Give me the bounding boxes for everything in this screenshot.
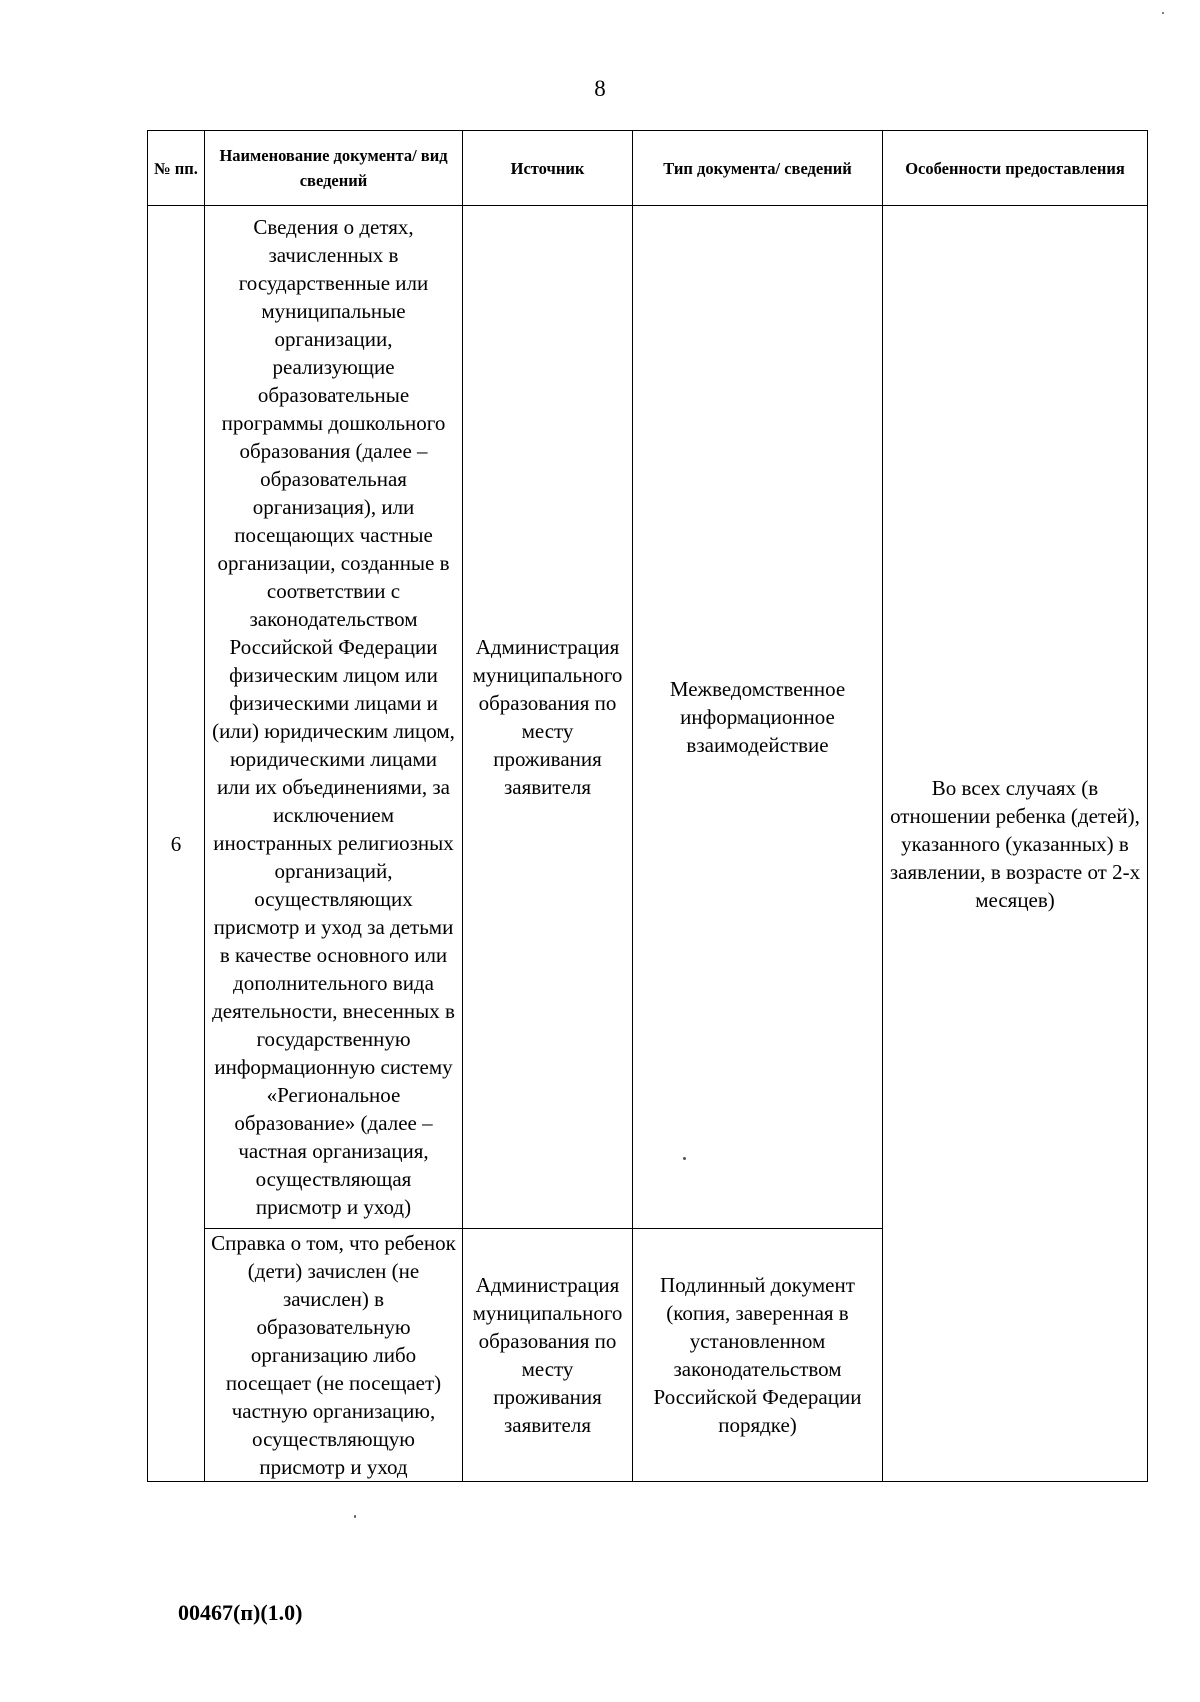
table-header-row [148,131,1148,206]
document-type-cell: Подлинный документ (копия, заверенная в установленном законодательством Российской Федерации порядке) [633,1229,883,1482]
row-number-cell: 6 [148,206,205,1482]
table-row [148,206,1148,1229]
scan-speck [683,1157,686,1160]
document-name-cell: Сведения о детях, зачисленных в государственные или муниципальные организации, реализующие образовательные программы дошкольного образования (далее – образовательная организация), или посещающих частные организации, созданные в соответствии с законодательством Российской Федерации физическим лицом или физическими лицами и (или) юридическим лицом, юридическими лицами или их объединениями, за исключением иностранных религиозных организаций, осуществляющих присмотр и уход за детьми в качестве основного или дополнительного вида деятельности, внесенных в государственную информационную систему «Региональное образование» (далее – частная организация, осуществляющая присмотр и уход) [205,206,463,1229]
header-document-type: Тип документа/ сведений [633,131,883,206]
header-notes: Особенности предоставления [883,131,1148,206]
page-number: 8 [594,76,606,101]
notes-cell: Во всех случаях (в отношении ребенка (детей), указанного (указанных) в заявлении, в возрасте от 2-х месяцев) [883,206,1148,1482]
source-cell: Администрация муниципального образования по месту проживания заявителя [463,1229,633,1482]
document-code: 00467(п)(1.0) [178,1600,303,1625]
document-type-cell: Межведомственное информационное взаимодействие [633,206,883,1229]
scan-speck [1162,12,1164,14]
source-cell: Администрация муниципального образования по месту проживания заявителя [463,206,633,1229]
header-source: Источник [463,131,633,206]
header-number: № пп. [148,131,205,206]
header-document-name: Наименование документа/ вид сведений [205,131,463,206]
scan-speck [354,1515,356,1518]
documents-table [147,130,1148,1482]
document-name-cell: Справка о том, что ребенок (дети) зачислен (не зачислен) в образовательную организацию либо посещает (не посещает) частную организацию, осуществляющую присмотр и уход [205,1229,463,1482]
